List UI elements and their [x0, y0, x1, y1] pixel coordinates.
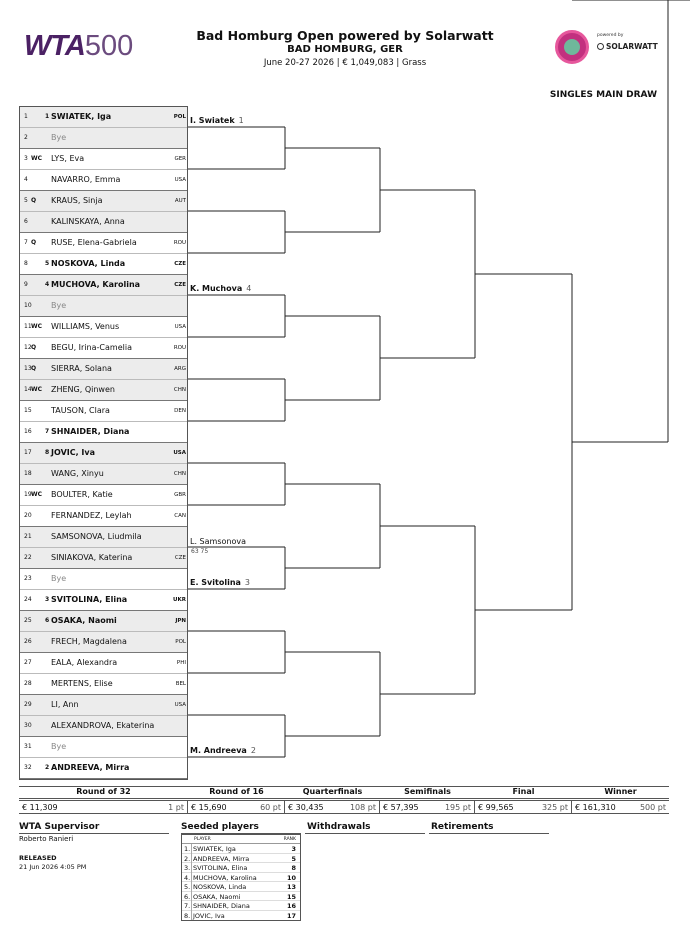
player-name: EALA, Alexandra	[51, 658, 118, 667]
seeded-header	[182, 835, 300, 844]
winner-seed: 3	[244, 578, 250, 587]
ranking-points: 60 pt	[260, 803, 281, 812]
player-name: SAMSONOVA, Liudmila	[51, 532, 142, 541]
entry-tag: WC	[31, 491, 43, 498]
player-name: MERTENS, Elise	[51, 679, 113, 688]
draw-position: 30	[24, 722, 32, 729]
draw-position: 4	[24, 176, 28, 183]
seeded-player-rank: 17	[286, 911, 296, 920]
player-name: NAVARRO, Emma	[51, 175, 121, 184]
seeded-player-rank: 3	[291, 845, 296, 853]
player-name: WILLIAMS, Venus	[51, 322, 120, 331]
prize-cell	[475, 801, 572, 814]
entry-tag: Q	[31, 365, 37, 372]
player-country: CZE	[174, 555, 186, 561]
player-country: ROU	[173, 345, 186, 351]
player-name: ALEXANDROVA, Ekaterina	[51, 721, 155, 730]
ranking-points: 500 pt	[639, 803, 666, 812]
player-country: AUT	[174, 198, 186, 204]
round-of-16-player	[190, 537, 250, 546]
round-label: Semifinals	[404, 787, 451, 796]
seeded-player-rank: 15	[286, 892, 296, 901]
player-name: Bye	[51, 133, 67, 142]
seed-index: 8.	[184, 911, 191, 920]
winner-seed: 4	[246, 284, 252, 293]
seeded-player-name: SVITOLINA, Elina	[193, 864, 248, 872]
supervisor-name: Roberto Ranieri	[19, 835, 74, 843]
seeded-player-name: OSAKA, Naomi	[193, 892, 241, 901]
draw-position: 22	[24, 554, 32, 561]
released-date: 21 Jun 2026 4:05 PM	[19, 863, 87, 871]
seeded-row	[182, 854, 300, 864]
player-name: ANDREEVA, Mirra	[51, 763, 130, 772]
seed-index: 2.	[184, 854, 191, 863]
divider	[305, 833, 425, 834]
seed-index: 5.	[184, 883, 191, 891]
player-name: FRECH, Magdalena	[51, 637, 127, 646]
divider	[191, 892, 192, 902]
prize-cell	[572, 801, 669, 814]
player-country: ROU	[173, 240, 186, 246]
seed-number: 1	[45, 113, 50, 120]
ranking-points: 1 pt	[168, 803, 184, 812]
prize-money: € 57,395	[383, 803, 419, 812]
seed-number: 7	[45, 428, 50, 435]
player-name: FERNANDEZ, Leylah	[51, 511, 132, 520]
draw-position: 24	[24, 596, 32, 603]
seed-index: 3.	[184, 864, 191, 872]
draw-position: 23	[24, 575, 32, 582]
released-label: RELEASED	[19, 854, 57, 862]
draw-position: 1	[24, 113, 28, 120]
winner-name: M. Andreeva	[190, 746, 247, 755]
round-label: Round of 32	[76, 787, 131, 796]
seed-number: 4	[45, 281, 50, 288]
sponsor-name: SOLARWATT	[606, 42, 658, 51]
divider	[191, 844, 192, 854]
seeded-header-rank: RANK	[283, 837, 296, 842]
player-name: KALINSKAYA, Anna	[51, 217, 125, 226]
player-country: CHN	[173, 387, 186, 393]
player-name: ZHENG, Qinwen	[51, 385, 115, 394]
player-country: POL	[175, 639, 186, 645]
player-name: SIERRA, Solana	[51, 364, 112, 373]
player-country: CZE	[174, 261, 186, 267]
player-country: CAN	[174, 513, 186, 519]
withdrawals-title: Withdrawals	[307, 822, 371, 832]
seeded-player-name: JOVIC, Iva	[193, 911, 225, 920]
player-name: RUSE, Elena-Gabriela	[51, 238, 137, 247]
prize-money: € 15,690	[191, 803, 227, 812]
seeded-player-rank: 5	[291, 854, 296, 863]
round-of-16-player	[190, 284, 251, 293]
winner-name: I. Swiatek	[190, 116, 235, 125]
seeded-player-rank: 8	[291, 864, 296, 872]
divider	[191, 863, 192, 873]
draw-position: 16	[24, 428, 32, 435]
draw-position: 7	[24, 239, 28, 246]
player-name: SINIAKOVA, Katerina	[51, 553, 133, 562]
seeded-row	[182, 844, 300, 854]
player-country: GER	[174, 156, 186, 162]
player-name: BEGU, Irina-Camelia	[51, 343, 132, 352]
player-name: TAUSON, Clara	[51, 406, 110, 415]
player-country: DEN	[174, 408, 186, 414]
draw-position: 21	[24, 533, 32, 540]
draw-position: 6	[24, 218, 28, 225]
seed-number: 5	[45, 260, 50, 267]
draw-position: 11	[24, 323, 32, 330]
entry-tag: WC	[31, 386, 43, 393]
divider	[191, 854, 192, 864]
draw-position: 3	[24, 155, 28, 162]
draw-position: 19	[24, 491, 32, 498]
logo-wta-text: WTA	[24, 30, 85, 62]
draw-position: 29	[24, 701, 32, 708]
seeded-row	[182, 911, 300, 921]
tournament-info: June 20-27 2026 | € 1,049,083 | Grass	[263, 58, 427, 68]
seed-index: 4.	[184, 873, 191, 882]
round-of-16-player	[190, 578, 250, 587]
player-name: Bye	[51, 742, 67, 751]
player-name: Bye	[51, 301, 67, 310]
seeded-player-name: NOSKOVA, Linda	[193, 883, 247, 891]
draw-position: 27	[24, 659, 32, 666]
player-country: CZE	[174, 282, 186, 288]
player-country: USA	[174, 324, 186, 330]
player-country: CHN	[173, 471, 186, 477]
winner-seed: 1	[238, 116, 244, 125]
tournament-title: Bad Homburg Open powered by Solarwatt	[196, 28, 494, 43]
seeded-player-rank: 13	[286, 883, 296, 891]
draw-position: 13	[24, 365, 32, 372]
round-label: Round of 16	[209, 787, 264, 796]
seeded-row	[182, 901, 300, 911]
player-name: SWIATEK, Iga	[51, 112, 112, 121]
seeded-row	[182, 882, 300, 892]
winner-name: E. Svitolina	[190, 578, 241, 587]
prize-cell	[188, 801, 285, 814]
seed-number: 3	[45, 596, 50, 603]
logo-tier-text: 500	[84, 30, 134, 62]
prize-cell	[285, 801, 380, 814]
draw-position: 28	[24, 680, 32, 687]
divider	[191, 901, 192, 911]
draw-position: 17	[24, 449, 32, 456]
player-name: SVITOLINA, Elina	[51, 595, 128, 604]
seeded-row	[182, 873, 300, 883]
player-name: LYS, Eva	[51, 154, 85, 163]
seed-index: 7.	[184, 902, 191, 910]
draw-position: 8	[24, 260, 28, 267]
player-country: ARG	[174, 366, 186, 372]
player-country: PHI	[176, 660, 186, 666]
player-name: BOULTER, Katie	[51, 490, 113, 499]
draw-position: 26	[24, 638, 32, 645]
player-name: LI, Ann	[51, 700, 79, 709]
ranking-points: 108 pt	[349, 803, 376, 812]
ranking-points: 195 pt	[444, 803, 471, 812]
prize-money: € 30,435	[288, 803, 324, 812]
round-of-16-player	[190, 746, 256, 755]
seeded-player-rank: 10	[286, 873, 296, 882]
round-label: Winner	[604, 787, 637, 796]
seed-index: 1.	[184, 845, 191, 853]
divider	[191, 911, 192, 921]
seeded-table	[181, 834, 301, 921]
player-country: GBR	[174, 492, 186, 498]
prize-money: € 99,565	[478, 803, 514, 812]
powered-by-label: powered by	[597, 33, 624, 38]
player-name: JOVIC, Iva	[51, 448, 96, 457]
player-name: KRAUS, Sinja	[51, 196, 103, 205]
draw-position: 9	[24, 281, 28, 288]
seeded-title: Seeded players	[181, 822, 259, 832]
player-name: NOSKOVA, Linda	[51, 259, 126, 268]
entry-tag: Q	[31, 344, 37, 351]
player-name: MUCHOVA, Karolina	[51, 280, 141, 289]
draw-position: 31	[24, 743, 32, 750]
player-name: WANG, Xinyu	[51, 469, 104, 478]
round-label: Final	[512, 787, 535, 796]
divider	[429, 833, 549, 834]
prize-cell	[19, 801, 188, 814]
player-country: USA	[174, 177, 186, 183]
round-of-16-player	[190, 116, 244, 125]
player-country: JPN	[175, 618, 186, 624]
player-country: USA	[174, 702, 186, 708]
draw-label: SINGLES MAIN DRAW	[549, 90, 657, 100]
round-label: Quarterfinals	[302, 787, 363, 796]
seed-number: 6	[45, 617, 50, 624]
entry-tag: WC	[31, 323, 43, 330]
seed-index: 6.	[184, 892, 191, 901]
match-score: 63 75	[191, 548, 209, 555]
divider	[19, 833, 169, 834]
draw-position: 14	[24, 386, 32, 393]
divider	[191, 882, 192, 892]
player-country: BEL	[175, 681, 186, 687]
player-country: USA	[173, 450, 186, 456]
entry-tag: Q	[31, 197, 37, 204]
entry-tag: Q	[31, 239, 37, 246]
draw-position: 32	[24, 764, 32, 771]
draw-position: 15	[24, 407, 32, 414]
tournament-location: BAD HOMBURG, GER	[287, 44, 403, 55]
rounds-header	[19, 786, 669, 799]
winner-name: L. Samsonova	[190, 537, 246, 546]
player-country: UKR	[173, 597, 186, 603]
winner-name: K. Muchova	[190, 284, 243, 293]
seed-number: 8	[45, 449, 50, 456]
seed-number: 2	[45, 764, 50, 771]
winner-seed: 2	[250, 746, 256, 755]
divider	[191, 873, 192, 883]
seeded-player-rank: 16	[286, 902, 296, 910]
supervisor-title: WTA Supervisor	[19, 822, 100, 832]
player-name: OSAKA, Naomi	[51, 616, 117, 625]
seeded-player-name: MUCHOVA, Karolina	[193, 873, 257, 882]
player-name: SHNAIDER, Diana	[51, 427, 130, 436]
seeded-header-player: PLAYER	[194, 837, 211, 842]
player-country: POL	[173, 114, 186, 120]
prize-cell	[380, 801, 475, 814]
prize-money: € 11,309	[22, 803, 58, 812]
seeded-row	[182, 863, 300, 873]
seeded-row	[182, 892, 300, 902]
seeded-player-name: SHNAIDER, Diana	[193, 902, 250, 910]
draw-position: 5	[24, 197, 28, 204]
draw-position: 12	[24, 344, 32, 351]
seeded-player-name: SWIATEK, Iga	[193, 845, 236, 853]
prize-row	[19, 800, 669, 814]
draw-position: 25	[24, 617, 32, 624]
draw-position: 18	[24, 470, 32, 477]
seeded-player-name: ANDREEVA, Mirra	[193, 854, 250, 863]
draw-position: 20	[24, 512, 32, 519]
ranking-points: 325 pt	[541, 803, 568, 812]
player-name: Bye	[51, 574, 67, 583]
draw-position: 2	[24, 134, 28, 141]
retirements-title: Retirements	[431, 822, 494, 832]
prize-money: € 161,310	[575, 803, 616, 812]
entry-tag: WC	[31, 155, 43, 162]
draw-position: 10	[24, 302, 32, 309]
